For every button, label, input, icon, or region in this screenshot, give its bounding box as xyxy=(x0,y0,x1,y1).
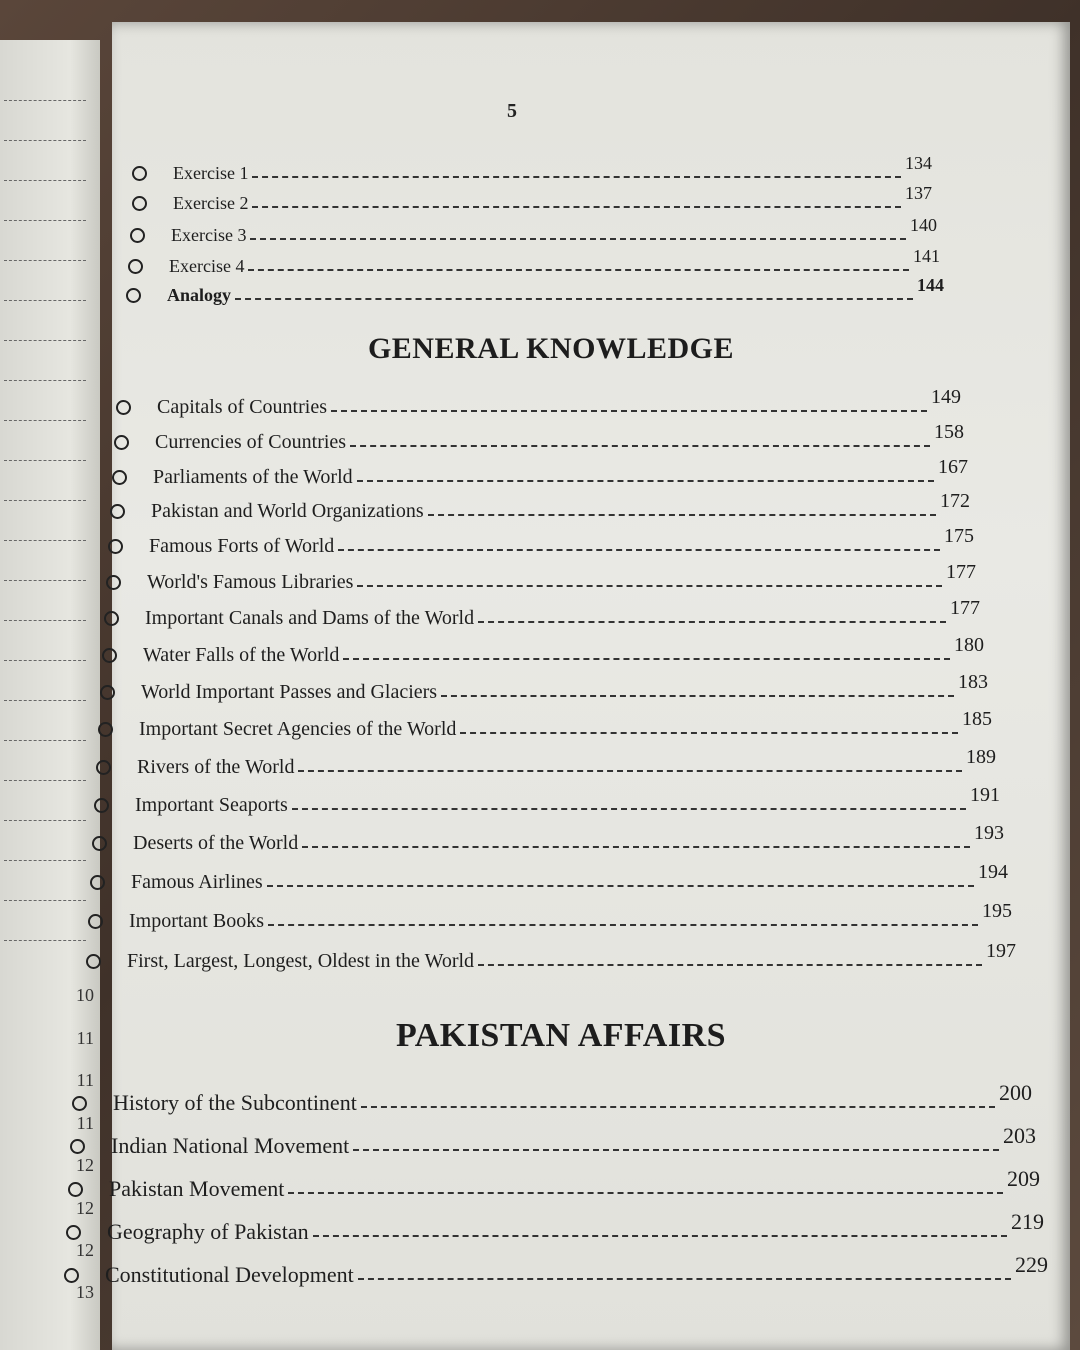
toc-entry[interactable] xyxy=(102,633,984,670)
left-leader-line xyxy=(4,660,86,661)
dotted-leader xyxy=(268,924,978,926)
bullet-icon xyxy=(72,1096,87,1111)
dotted-leader xyxy=(358,1278,1011,1280)
toc-entry[interactable] xyxy=(128,245,940,281)
bullet-icon xyxy=(132,166,147,181)
entry-label: Important Seaports xyxy=(135,793,288,816)
bullet-icon xyxy=(92,836,107,851)
entry-page: 167 xyxy=(938,455,968,478)
toc-entry[interactable] xyxy=(92,821,1004,858)
left-leader-line xyxy=(4,580,86,581)
bullet-icon xyxy=(66,1225,81,1240)
entry-page: 134 xyxy=(905,152,932,173)
left-leader-line xyxy=(4,140,86,141)
bullet-icon xyxy=(128,259,143,274)
dotted-leader xyxy=(292,808,966,810)
bullet-icon xyxy=(88,914,103,929)
toc-entry[interactable] xyxy=(98,707,992,744)
left-page-stub: 11 xyxy=(76,1028,94,1048)
entry-label: Water Falls of the World xyxy=(143,643,340,666)
entry-label: Constitutional Development xyxy=(105,1262,354,1287)
left-leader-line xyxy=(4,620,86,621)
entry-label: Exercise 2 xyxy=(173,192,249,213)
left-page-stub: 13 xyxy=(76,1282,94,1302)
page-number: 5 xyxy=(507,100,517,122)
dotted-leader xyxy=(313,1235,1007,1237)
dotted-leader xyxy=(235,298,913,300)
toc-entry[interactable] xyxy=(96,745,996,782)
entry-label: World's Famous Libraries xyxy=(147,570,354,593)
left-page-stub: 11 xyxy=(76,1070,94,1090)
entry-label: History of the Subcontinent xyxy=(113,1090,357,1115)
bullet-icon xyxy=(132,196,147,211)
bullet-icon xyxy=(112,470,127,485)
left-leader-line xyxy=(4,380,86,381)
bullet-icon xyxy=(104,611,119,626)
toc-entry[interactable] xyxy=(126,274,944,310)
entry-label: Deserts of the World xyxy=(133,831,299,854)
left-page-stub: 12 xyxy=(76,1198,94,1218)
left-page-stub: 12 xyxy=(76,1240,94,1260)
toc-entry[interactable] xyxy=(132,182,932,218)
left-leader-line xyxy=(4,860,86,861)
entry-label: Important Canals and Dams of the World xyxy=(145,606,475,629)
bullet-icon xyxy=(108,539,123,554)
left-leader-line xyxy=(4,940,86,941)
entry-label: World Important Passes and Glaciers xyxy=(141,680,438,703)
toc-entry[interactable] xyxy=(108,524,974,561)
bullet-icon xyxy=(96,760,111,775)
bullet-icon xyxy=(90,875,105,890)
entry-page: 149 xyxy=(931,385,961,408)
dotted-leader xyxy=(357,585,942,587)
toc-entry[interactable] xyxy=(88,899,1012,936)
toc-entry[interactable] xyxy=(112,455,968,492)
entry-page: 209 xyxy=(1007,1166,1040,1191)
left-leader-line xyxy=(4,780,86,781)
dotted-leader xyxy=(248,269,909,271)
dotted-leader xyxy=(460,732,958,734)
toc-entry[interactable] xyxy=(104,596,980,633)
left-leader-line xyxy=(4,900,86,901)
left-leader-line xyxy=(4,740,86,741)
toc-entry[interactable] xyxy=(90,860,1008,897)
bullet-icon xyxy=(106,575,121,590)
toc-entry[interactable] xyxy=(68,1166,1040,1204)
entry-label: Indian National Movement xyxy=(111,1133,350,1158)
entry-page: 197 xyxy=(986,939,1016,962)
left-leader-line xyxy=(4,460,86,461)
entry-page: 195 xyxy=(982,899,1012,922)
entry-page: 185 xyxy=(962,707,992,730)
dotted-leader xyxy=(252,176,901,178)
dotted-leader xyxy=(353,1149,999,1151)
entry-page: 229 xyxy=(1015,1252,1048,1277)
entry-label: Famous Forts of World xyxy=(149,534,335,557)
bullet-icon xyxy=(116,400,131,415)
bullet-icon xyxy=(130,228,145,243)
entry-label: Currencies of Countries xyxy=(155,430,347,453)
entry-page: 180 xyxy=(954,633,984,656)
entry-page: 158 xyxy=(934,420,964,443)
entry-page: 200 xyxy=(999,1080,1032,1105)
entry-label: Important Secret Agencies of the World xyxy=(139,717,457,740)
toc-entry[interactable] xyxy=(66,1209,1044,1247)
bullet-icon xyxy=(102,648,117,663)
dotted-leader xyxy=(250,238,906,240)
left-page-stub: 12 xyxy=(76,1155,94,1175)
bullet-icon xyxy=(68,1182,83,1197)
entry-page: 137 xyxy=(905,182,932,203)
entry-label: First, Largest, Longest, Oldest in the World xyxy=(127,949,475,972)
toc-entry[interactable] xyxy=(64,1252,1048,1290)
dotted-leader xyxy=(478,621,946,623)
bullet-icon xyxy=(94,798,109,813)
left-leader-line xyxy=(4,420,86,421)
dotted-leader xyxy=(252,206,901,208)
dotted-leader xyxy=(267,885,974,887)
left-leader-line xyxy=(4,300,86,301)
entry-page: 183 xyxy=(958,670,988,693)
toc-entry[interactable] xyxy=(86,939,1016,976)
entry-label: Exercise 4 xyxy=(169,255,245,276)
toc-entry[interactable] xyxy=(130,214,937,250)
left-leader-line xyxy=(4,540,86,541)
left-leader-line xyxy=(4,820,86,821)
dotted-leader xyxy=(338,549,940,551)
entry-page: 191 xyxy=(970,783,1000,806)
toc-entry[interactable] xyxy=(110,489,970,526)
entry-page: 219 xyxy=(1011,1209,1044,1234)
dotted-leader xyxy=(357,480,934,482)
toc-entry[interactable] xyxy=(106,560,976,597)
toc-entry[interactable] xyxy=(114,420,964,457)
dotted-leader xyxy=(331,410,927,412)
section-title: GENERAL KNOWLEDGE xyxy=(367,332,735,365)
left-leader-line xyxy=(4,220,86,221)
entry-page: 193 xyxy=(974,821,1004,844)
entry-label: Exercise 3 xyxy=(171,224,247,245)
left-page-stub: 11 xyxy=(76,1113,94,1133)
left-leader-line xyxy=(4,500,86,501)
bullet-icon xyxy=(100,685,115,700)
entry-page: 203 xyxy=(1003,1123,1036,1148)
entry-page: 172 xyxy=(940,489,970,512)
toc-entry[interactable] xyxy=(100,670,988,707)
dotted-leader xyxy=(302,846,970,848)
dotted-leader xyxy=(428,514,936,516)
left-leader-line xyxy=(4,100,86,101)
toc-entry[interactable] xyxy=(116,385,961,422)
entry-label: Rivers of the World xyxy=(137,755,295,778)
bullet-icon xyxy=(126,288,141,303)
dotted-leader xyxy=(478,964,982,966)
entry-label: Pakistan and World Organizations xyxy=(151,499,424,522)
bullet-icon xyxy=(110,504,125,519)
entry-page: 177 xyxy=(950,596,980,619)
dotted-leader xyxy=(298,770,962,772)
left-leader-line xyxy=(4,700,86,701)
toc-entry[interactable] xyxy=(132,152,932,188)
left-leader-line xyxy=(4,260,86,261)
entry-page: 140 xyxy=(910,214,937,235)
entry-page: 144 xyxy=(917,274,944,295)
dotted-leader xyxy=(343,658,950,660)
dotted-leader xyxy=(350,445,930,447)
entry-page: 194 xyxy=(978,860,1008,883)
section-title: PAKISTAN AFFAIRS xyxy=(395,1017,727,1054)
entry-label: Analogy xyxy=(167,284,232,305)
left-leader-line xyxy=(4,180,86,181)
entry-label: Important Books xyxy=(129,909,264,932)
bullet-icon xyxy=(98,722,113,737)
entry-label: Parliaments of the World xyxy=(153,465,353,488)
entry-page: 189 xyxy=(966,745,996,768)
entry-label: Capitals of Countries xyxy=(157,395,327,418)
dotted-leader xyxy=(441,695,954,697)
bullet-icon xyxy=(86,954,101,969)
bullet-icon xyxy=(70,1139,85,1154)
entry-page: 177 xyxy=(946,560,976,583)
entry-page: 175 xyxy=(944,524,974,547)
entry-label: Pakistan Movement xyxy=(109,1176,285,1201)
entry-label: Famous Airlines xyxy=(131,870,263,893)
entry-label: Exercise 1 xyxy=(173,162,249,183)
toc-entry[interactable] xyxy=(94,783,1000,820)
contents-page xyxy=(105,22,1070,1350)
dotted-leader xyxy=(361,1106,995,1108)
entry-label: Geography of Pakistan xyxy=(107,1219,309,1244)
bullet-icon xyxy=(64,1268,79,1283)
entry-page: 141 xyxy=(913,245,940,266)
left-page-stub: 10 xyxy=(76,985,94,1005)
dotted-leader xyxy=(288,1192,1003,1194)
bullet-icon xyxy=(114,435,129,450)
